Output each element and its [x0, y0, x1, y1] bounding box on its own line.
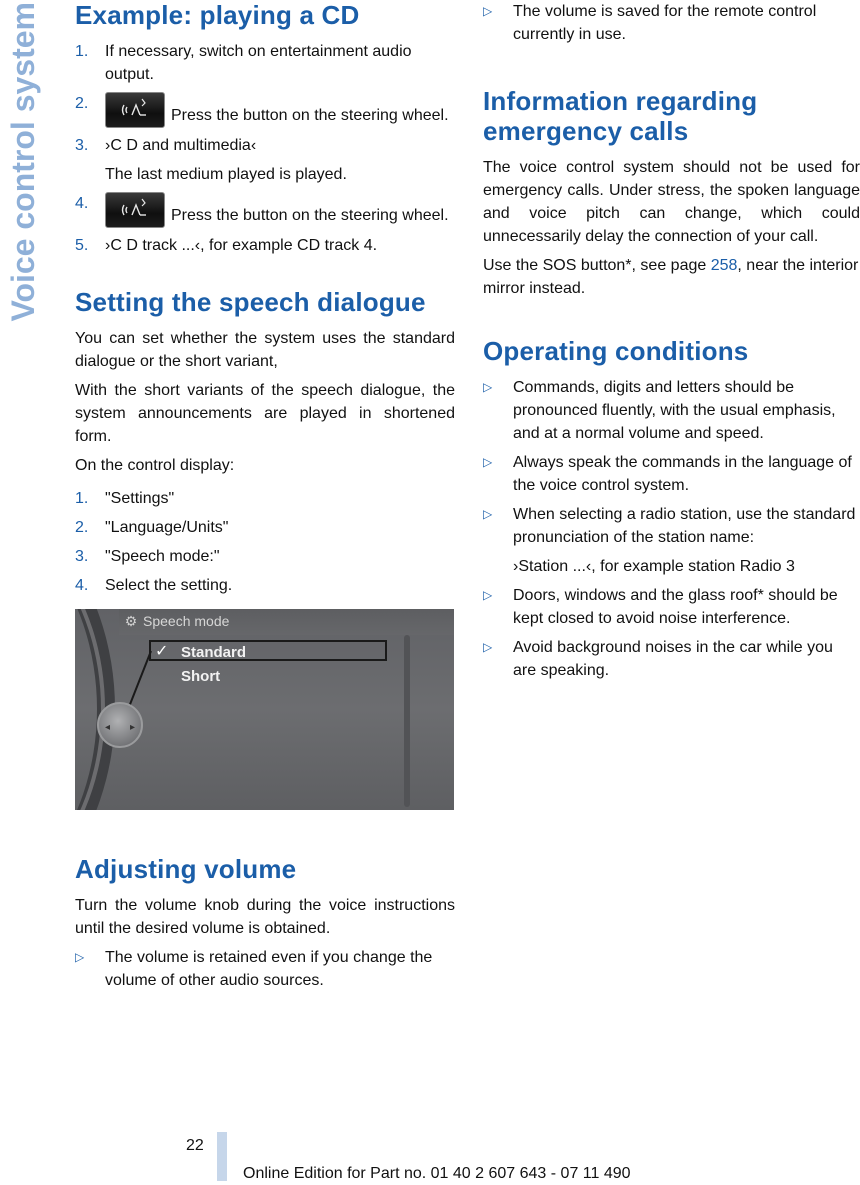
list-item	[75, 134, 455, 186]
step-text: ›C D and multimedia‹	[105, 137, 257, 154]
chapter-side-title: Voice control system	[5, 2, 41, 322]
arrow-left-icon: ◂	[105, 722, 111, 733]
step-number: 4.	[75, 577, 89, 594]
footer-accent-bar	[217, 1132, 227, 1181]
speech-button-icon	[105, 92, 165, 128]
conditions-bullets	[483, 376, 860, 682]
step-text: Select the setting.	[105, 577, 233, 594]
triangle-right-icon: ▷	[483, 380, 493, 394]
volume-bullets-continued	[483, 0, 860, 46]
list-item	[483, 584, 860, 630]
list-item	[483, 636, 860, 682]
list-item	[75, 545, 455, 568]
bullet-note: ›Station ...‹, for example station Radio 3	[513, 558, 795, 575]
paragraph: Turn the volume knob during the voice instructions until the desired volume is obtained.	[75, 897, 455, 937]
screen-title: Speech mode	[143, 613, 230, 629]
step-text: Press the button on the steering wheel.	[171, 207, 449, 224]
triangle-right-icon: ▷	[483, 455, 493, 469]
triangle-right-icon: ▷	[483, 588, 493, 602]
list-item	[75, 40, 455, 86]
paragraph: The voice control system should not be used for emergency calls. Under stress, the spoken language and voice pitch can change, which could unnecessarily delay the connection of your call.	[483, 159, 860, 245]
step-text: If necessary, switch on entertainment audio output.	[105, 43, 412, 83]
triangle-right-icon: ▷	[75, 950, 85, 964]
scrollbar	[404, 635, 410, 807]
paragraph	[483, 254, 860, 300]
list-item	[483, 376, 860, 445]
heading-emergency-calls: Information regarding emergency calls	[483, 86, 758, 146]
heading-speech-dialogue: Setting the speech dialogue	[75, 287, 426, 317]
controller-knob-icon	[97, 702, 143, 748]
list-item	[75, 487, 455, 510]
step-number: 1.	[75, 490, 89, 507]
text-before-link: Use the SOS button*, see page	[483, 257, 711, 274]
list-item	[75, 516, 455, 539]
option-standard[interactable]: Standard	[181, 644, 247, 661]
step-number: 3.	[75, 548, 89, 565]
triangle-right-icon: ▷	[483, 640, 493, 654]
step-text: "Speech mode:"	[105, 548, 220, 565]
step-note: The last medium played is played.	[105, 166, 347, 183]
heading-adjusting-volume: Adjusting volume	[75, 854, 297, 884]
heading-operating-conditions: Operating conditions	[483, 336, 749, 366]
text-after-link: , near the interior mirror instead.	[483, 257, 859, 297]
edition-note: Online Edition for Part no. 01 40 2 607 643 - 07 11 490	[243, 1165, 631, 1182]
step-text: ›C D track ...‹, for example CD track 4.	[105, 237, 378, 254]
bullet-text: Avoid background noises in the car while you are speaking.	[513, 639, 833, 679]
bullet-text: Commands, digits and letters should be pronounced fluently, with the usual emphasis, and at a normal volume and speed.	[513, 379, 836, 442]
step-text: "Language/Units"	[105, 519, 229, 536]
right-column	[483, 0, 860, 688]
gear-icon: ⚙	[124, 613, 138, 629]
heading-example-cd: Example: playing a CD	[75, 0, 360, 30]
volume-bullets	[75, 946, 455, 992]
option-short[interactable]: Short	[181, 668, 221, 685]
bullet-text: Doors, windows and the glass roof* should be kept closed to avoid noise interference.	[513, 587, 838, 627]
cd-steps	[75, 40, 455, 257]
bullet-text: The volume is retained even if you change the volume of other audio sources.	[105, 949, 433, 989]
list-item	[75, 574, 455, 597]
triangle-right-icon: ▷	[483, 4, 493, 18]
control-display-screenshot	[75, 609, 454, 810]
triangle-right-icon: ▷	[483, 507, 493, 521]
list-item	[483, 451, 860, 497]
checkmark-icon: ✓	[155, 643, 169, 660]
step-number: 2.	[75, 95, 89, 112]
step-text: Press the button on the steering wheel.	[171, 107, 449, 124]
page-number: 22	[186, 1137, 204, 1154]
list-item	[75, 946, 455, 992]
paragraph: With the short variants of the speech dialogue, the system announcements are played in shortened form.	[75, 382, 455, 445]
left-column	[75, 0, 455, 998]
paragraph: On the control display:	[75, 457, 235, 474]
bullet-text: The volume is saved for the remote control currently in use.	[513, 3, 817, 43]
step-number: 2.	[75, 519, 89, 536]
step-text: "Settings"	[105, 490, 175, 507]
list-item	[75, 234, 455, 257]
step-number: 3.	[75, 137, 89, 154]
list-item	[483, 0, 860, 46]
page-link[interactable]: 258	[710, 257, 738, 274]
speech-button-icon	[105, 192, 165, 228]
list-item	[75, 92, 455, 128]
bullet-text: When selecting a radio station, use the standard pronunciation of the station name:	[513, 506, 856, 546]
arrow-right-icon: ▸	[129, 722, 135, 733]
step-number: 1.	[75, 43, 89, 60]
step-number: 5.	[75, 237, 89, 254]
bullet-text: Always speak the commands in the language of the voice control system.	[513, 454, 852, 494]
list-item	[75, 192, 455, 228]
step-number: 4.	[75, 195, 89, 212]
paragraph: You can set whether the system uses the standard dialogue or the short variant,	[75, 330, 455, 370]
list-item	[483, 503, 860, 578]
dialogue-steps	[75, 487, 455, 597]
